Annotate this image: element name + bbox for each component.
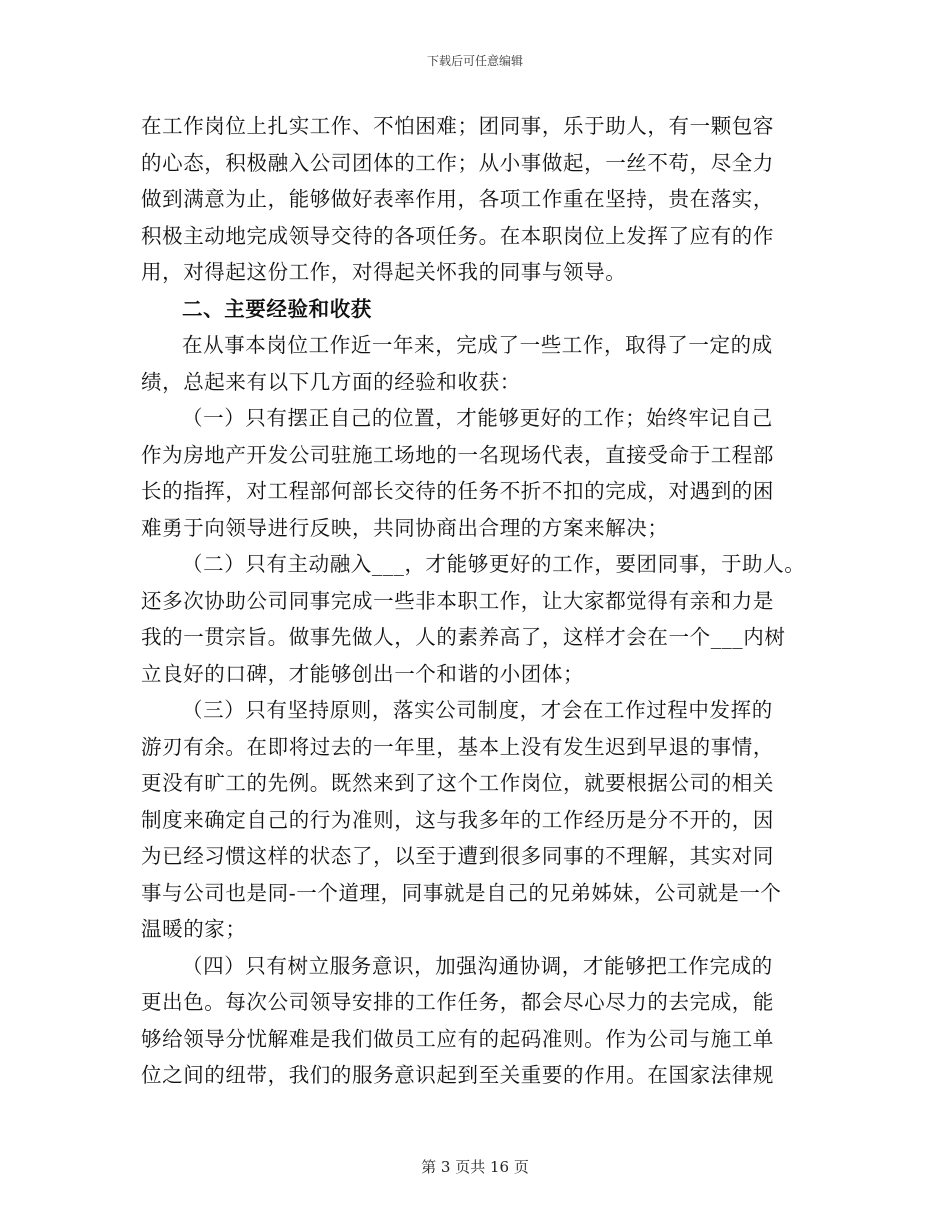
text-line: 做到满意为止，能够做好表率作用，各项工作重在坚持，贵在落实，: [141, 187, 774, 211]
text-line: 绩，总起来有以下几方面的经验和收获：: [141, 369, 521, 394]
text-line: 我的一贯宗旨。做事先做人，人的素养高了，这样才会在一个___内树: [141, 625, 786, 649]
document-body: [141, 108, 811, 1094]
text-line: 事与公司也是同-一个道理，同事就是自己的兄弟姊妹，公司就是一个: [141, 880, 782, 905]
text-line: 在从事本岗位工作近一年来，完成了一些工作，取得了一定的成: [182, 333, 773, 357]
text-line: 用，对得起这份工作，对得起关怀我的同事与领导。: [141, 260, 627, 284]
text-line: （一）只有摆正自己的位置，才能够更好的工作；始终牢记自己: [182, 406, 773, 430]
page-header: 下载后可任意编辑: [426, 54, 523, 68]
text-line: 够给领导分忧解难是我们做员工应有的起码准则。作为公司与施工单: [141, 1026, 774, 1051]
text-line: 为已经习惯这样的状态了，以至于遭到很多同事的不理解，其实对同: [141, 844, 774, 868]
text-line: 的心态，积极融入公司团体的工作；从小事做起，一丝不苟，尽全力: [141, 150, 774, 175]
text-line: 温暖的家；: [141, 917, 247, 941]
text-line: 在工作岗位上扎实工作、不怕困难；团同事，乐于助人，有一颗包容: [141, 114, 774, 138]
text-line: 位之间的纽带，我们的服务意识起到至关重要的作用。在国家法律规: [141, 1063, 774, 1087]
text-line: 长的指挥，对工程部何部长交待的任务不折不扣的完成，对遇到的困: [141, 479, 774, 503]
text-line: 立良好的口碑，才能够创出一个和谐的小团体；: [141, 661, 585, 686]
text-line: 难勇于向领导进行反映，共同协商出合理的方案来解决；: [141, 515, 669, 540]
text-line: 积极主动地完成领导交待的各项任务。在本职岗位上发挥了应有的作: [141, 223, 774, 248]
text-line: 制度来确定自己的行为准则，这与我多年的工作经历是分不开的，因: [141, 807, 774, 832]
section-heading: 二、主要经验和收获: [182, 296, 372, 321]
text-line: 作为房地产开发公司驻施工场地的一名现场代表，直接受命于工程部: [141, 442, 774, 467]
text-line: 还多次协助公司同事完成一些非本职工作，让大家都觉得有亲和力是: [141, 588, 774, 613]
text-line: （二）只有主动融入___，才能够更好的工作，要团同事，于助人。: [182, 552, 806, 576]
text-line: 更出色。每次公司领导安排的工作任务，都会尽心尽力的去完成，能: [141, 990, 774, 1014]
page-footer: 第 3 页共 16 页: [421, 1158, 529, 1176]
text-line: 游刃有余。在即将过去的一年里，基本上没有发生迟到早退的事情，: [141, 734, 774, 759]
text-line: （三）只有坚持原则，落实公司制度，才会在工作过程中发挥的: [182, 698, 773, 722]
text-line: （四）只有树立服务意识，加强沟通协调，才能够把工作完成的: [182, 953, 773, 978]
text-line: 更没有旷工的先例。既然来到了这个工作岗位，就要根据公司的相关: [141, 771, 774, 795]
